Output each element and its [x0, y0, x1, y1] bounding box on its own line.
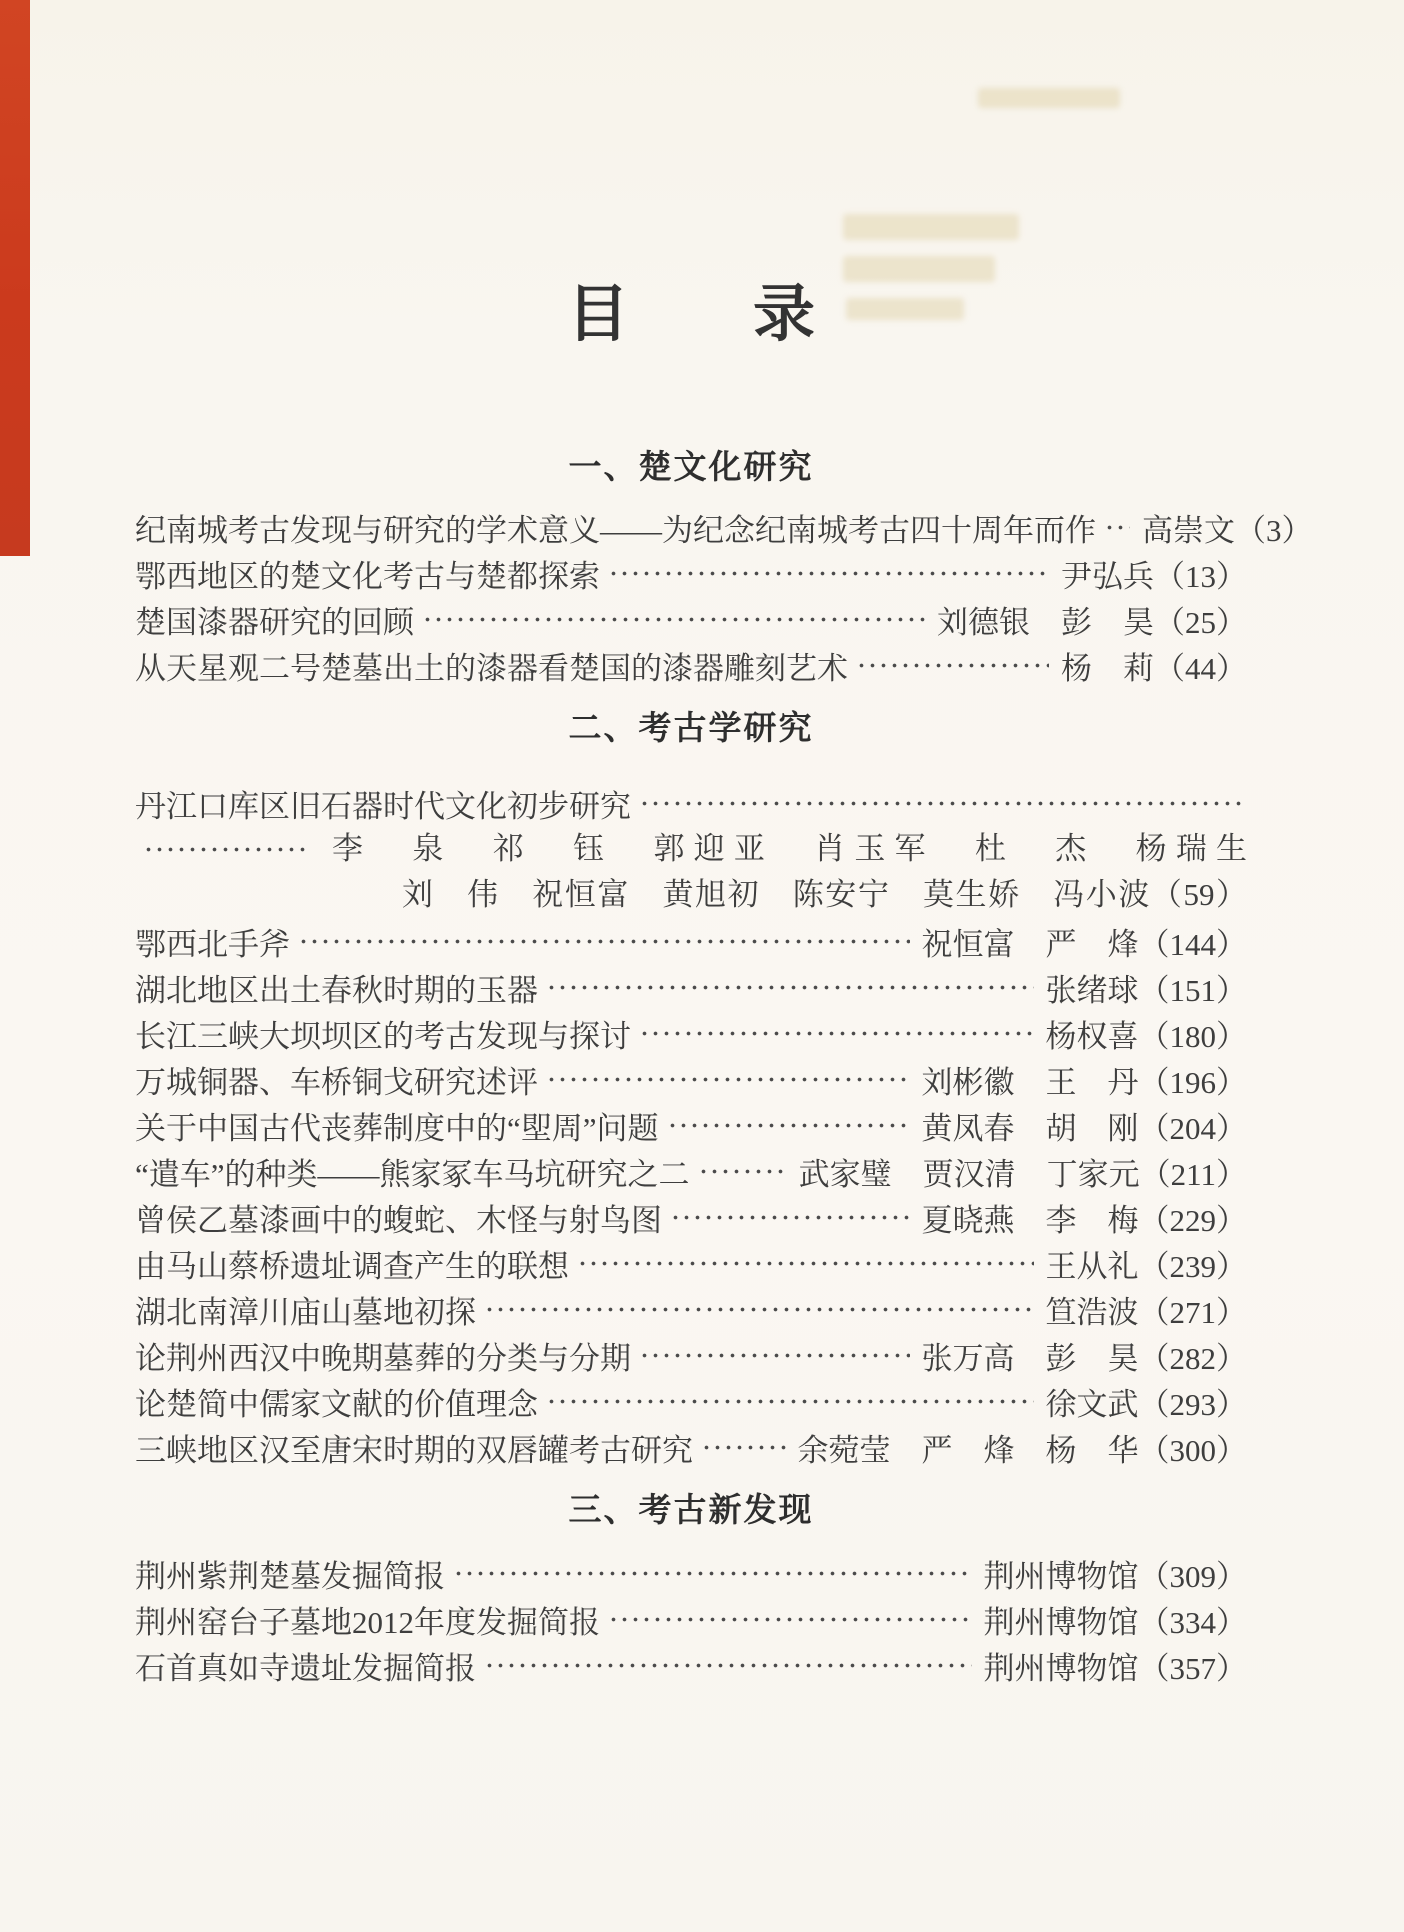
toc-entry	[135, 1332, 1247, 1378]
entry-page-number: （204）	[1138, 1110, 1247, 1146]
toc-entry	[135, 1240, 1247, 1286]
dotted-leader	[701, 1424, 786, 1470]
entry-page-number: （334）	[1138, 1604, 1247, 1640]
entry-authors: 杨 莉	[1061, 650, 1154, 686]
toc-entry	[135, 918, 1247, 964]
entry-authors: 黄凤春 胡 刚	[921, 1110, 1139, 1146]
toc-entry	[135, 1102, 1247, 1148]
entry-title: 论荆州西汉中晚期墓葬的分类与分期	[135, 1340, 631, 1376]
toc-entry-authors-row	[135, 826, 1247, 872]
entry-title: 由马山蔡桥遗址调查产生的联想	[135, 1248, 569, 1284]
entry-authors-page	[922, 1057, 1248, 1102]
entry-authors: 荆州博物馆	[983, 1650, 1139, 1686]
entry-authors-page	[984, 1551, 1248, 1596]
entry-page-number: （239）	[1138, 1248, 1247, 1284]
entry-title: 楚国漆器研究的回顾	[135, 604, 414, 640]
entry-title: 关于中国古代丧葬制度中的“堲周”问题	[135, 1110, 659, 1146]
entry-authors: 高崇文	[1142, 512, 1235, 548]
dotted-leader	[1104, 504, 1130, 550]
entry-authors-page	[1046, 1287, 1248, 1332]
entry-title: 鄂西北手斧	[135, 926, 290, 962]
entry-title: 湖北地区出土春秋时期的玉器	[135, 972, 538, 1008]
entry-title: 论楚简中儒家文献的价值理念	[135, 1386, 538, 1422]
entry-title: 曾侯乙墓漆画中的蝮蛇、木怪与射鸟图	[135, 1202, 662, 1238]
entry-page-number: （151）	[1138, 972, 1247, 1008]
entry-authors: 武家璧 贾汉清 丁家元	[798, 1156, 1140, 1192]
section-3-entries	[135, 1550, 1247, 1688]
entry-page-number: （25）	[1154, 604, 1247, 640]
entry-authors: 刘彬徽 王 丹	[921, 1064, 1139, 1100]
entry-authors-page	[984, 1597, 1248, 1642]
entry-page-number: （293）	[1138, 1386, 1247, 1422]
entry-title: “遣车”的种类——熊家冢车马坑研究之二	[135, 1156, 690, 1192]
page-title: 目 录	[566, 281, 815, 349]
dotted-leader	[453, 1550, 972, 1596]
toc-entry	[135, 596, 1247, 642]
dotted-leader	[484, 1286, 1034, 1332]
toc-entry	[135, 504, 1313, 550]
dotted-leader	[698, 1148, 787, 1194]
section-heading-1: 一、楚文化研究	[568, 448, 814, 485]
dotted-leader	[484, 1642, 972, 1688]
entry-title: 纪南城考古发现与研究的学术意义——为纪念纪南城考古四十周年而作	[135, 512, 1096, 548]
toc-entry	[135, 1550, 1247, 1596]
dotted-leader	[856, 642, 1049, 688]
entry-authors: 夏晓燕 李 梅	[921, 1202, 1139, 1238]
entry-authors-page	[1061, 643, 1247, 688]
section-1-entries	[135, 504, 1313, 688]
entry-authors-line-2	[402, 872, 1247, 918]
entry-authors: 杨权喜	[1045, 1018, 1139, 1054]
entry-authors-line-1: 李 泉 祁 钰 郭迎亚 肖玉军 杜 杰 杨瑞生	[332, 831, 1247, 866]
entry-title: 三峡地区汉至唐宋时期的双唇罐考古研究	[135, 1432, 693, 1468]
entry-page-number: （357）	[1138, 1650, 1247, 1686]
entry-authors: 祝恒富 严 烽	[921, 926, 1139, 962]
entry-page-number: （229）	[1138, 1202, 1247, 1238]
entry-authors-page	[922, 919, 1248, 964]
entry-authors: 尹弘兵	[1061, 558, 1154, 594]
toc-entry	[135, 964, 1247, 1010]
toc-entry	[135, 1056, 1247, 1102]
entry-authors: 荆州博物馆	[983, 1604, 1139, 1640]
entry-authors: 张绪球	[1045, 972, 1139, 1008]
toc-entry	[135, 1424, 1247, 1470]
dotted-leader	[577, 1240, 1034, 1286]
entry-page-number: （196）	[1138, 1064, 1247, 1100]
dotted-leader	[422, 596, 925, 642]
dotted-leader	[639, 780, 1247, 826]
dotted-leader	[546, 1378, 1034, 1424]
toc-entry	[135, 642, 1247, 688]
entry-page-number: （211）	[1139, 1156, 1247, 1192]
entry-page-number: （309）	[1138, 1558, 1247, 1594]
table-of-contents	[135, 0, 1313, 1688]
section-heading-2: 二、考古学研究	[568, 709, 814, 746]
toc-entry	[135, 550, 1247, 596]
entry-authors: 刘德银 彭 昊	[937, 604, 1154, 640]
entry-authors-page	[1046, 1241, 1248, 1286]
entry-authors-page	[922, 1103, 1248, 1148]
entry-page-number: （13）	[1154, 558, 1247, 594]
section-2-entries	[135, 780, 1247, 1470]
entry-title: 从天星观二号楚墓出土的漆器看楚国的漆器雕刻艺术	[135, 650, 848, 686]
entry-page-number: （3）	[1235, 512, 1313, 548]
entry-authors: 荆州博物馆	[983, 1558, 1139, 1594]
dotted-leader	[639, 1010, 1034, 1056]
dotted-leader	[667, 1102, 910, 1148]
entry-title: 荆州紫荆楚墓发掘简报	[135, 1558, 445, 1594]
entry-authors-page	[1046, 1379, 1248, 1424]
entry-page-number: （282）	[1138, 1340, 1247, 1376]
dotted-leader	[546, 964, 1034, 1010]
entry-title: 万城铜器、车桥铜戈研究述评	[135, 1064, 538, 1100]
entry-title: 长江三峡大坝坝区的考古发现与探讨	[135, 1018, 631, 1054]
dotted-leader	[608, 550, 1049, 596]
entry-authors: 笪浩波	[1045, 1294, 1139, 1330]
section-heading-3: 三、考古新发现	[568, 1491, 814, 1528]
entry-title: 丹江口库区旧石器时代文化初步研究	[135, 788, 631, 824]
entry-title: 湖北南漳川庙山墓地初探	[135, 1294, 476, 1330]
entry-title: 鄂西地区的楚文化考古与楚都探索	[135, 558, 600, 594]
book-edge-red-strip	[0, 0, 30, 556]
entry-page-number: （271）	[1138, 1294, 1247, 1330]
dotted-leader	[546, 1056, 910, 1102]
entry-authors-page	[937, 597, 1247, 642]
entry-authors-page	[1046, 1011, 1248, 1056]
entry-authors-page	[1142, 505, 1313, 550]
dotted-leader	[639, 1332, 910, 1378]
toc-entry	[135, 1286, 1247, 1332]
toc-entry-authors-row	[135, 872, 1247, 918]
entry-title: 石首真如寺遗址发掘简报	[135, 1650, 476, 1686]
entry-authors-page	[1046, 965, 1248, 1010]
entry-page-number: （180）	[1138, 1018, 1247, 1054]
toc-entry	[135, 1010, 1247, 1056]
dotted-leader	[670, 1194, 910, 1240]
entry-authors: 余菀莹 严 烽 杨 华	[797, 1432, 1139, 1468]
entry-authors-page	[984, 1643, 1248, 1688]
entry-page-number: （44）	[1154, 650, 1247, 686]
entry-authors: 王从礼	[1045, 1248, 1139, 1284]
dotted-leader	[143, 826, 308, 872]
entry-page-number: （300）	[1138, 1432, 1247, 1468]
entry-authors: 徐文武	[1045, 1386, 1139, 1422]
toc-entry	[135, 1194, 1247, 1240]
toc-entry	[135, 1378, 1247, 1424]
toc-entry-multiline-title-row	[135, 780, 1247, 826]
entry-title: 荆州窑台子墓地2012年度发掘简报	[135, 1604, 600, 1640]
toc-entry	[135, 1148, 1247, 1194]
entry-authors-page	[799, 1149, 1247, 1194]
entry-page-number: （59）	[1150, 877, 1247, 912]
dotted-leader	[298, 918, 910, 964]
toc-entry	[135, 1642, 1247, 1688]
entry-page-number: （144）	[1138, 926, 1247, 962]
entry-authors-page	[1061, 551, 1247, 596]
entry-authors-page	[922, 1195, 1248, 1240]
entry-authors: 张万高 彭 昊	[921, 1340, 1139, 1376]
entry-authors-page	[922, 1333, 1248, 1378]
dotted-leader	[608, 1596, 972, 1642]
toc-entry	[135, 1596, 1247, 1642]
entry-authors: 刘 伟 祝恒富 黄旭初 陈安宁 莫生娇 冯小波	[402, 877, 1151, 912]
entry-authors-page	[798, 1425, 1248, 1470]
